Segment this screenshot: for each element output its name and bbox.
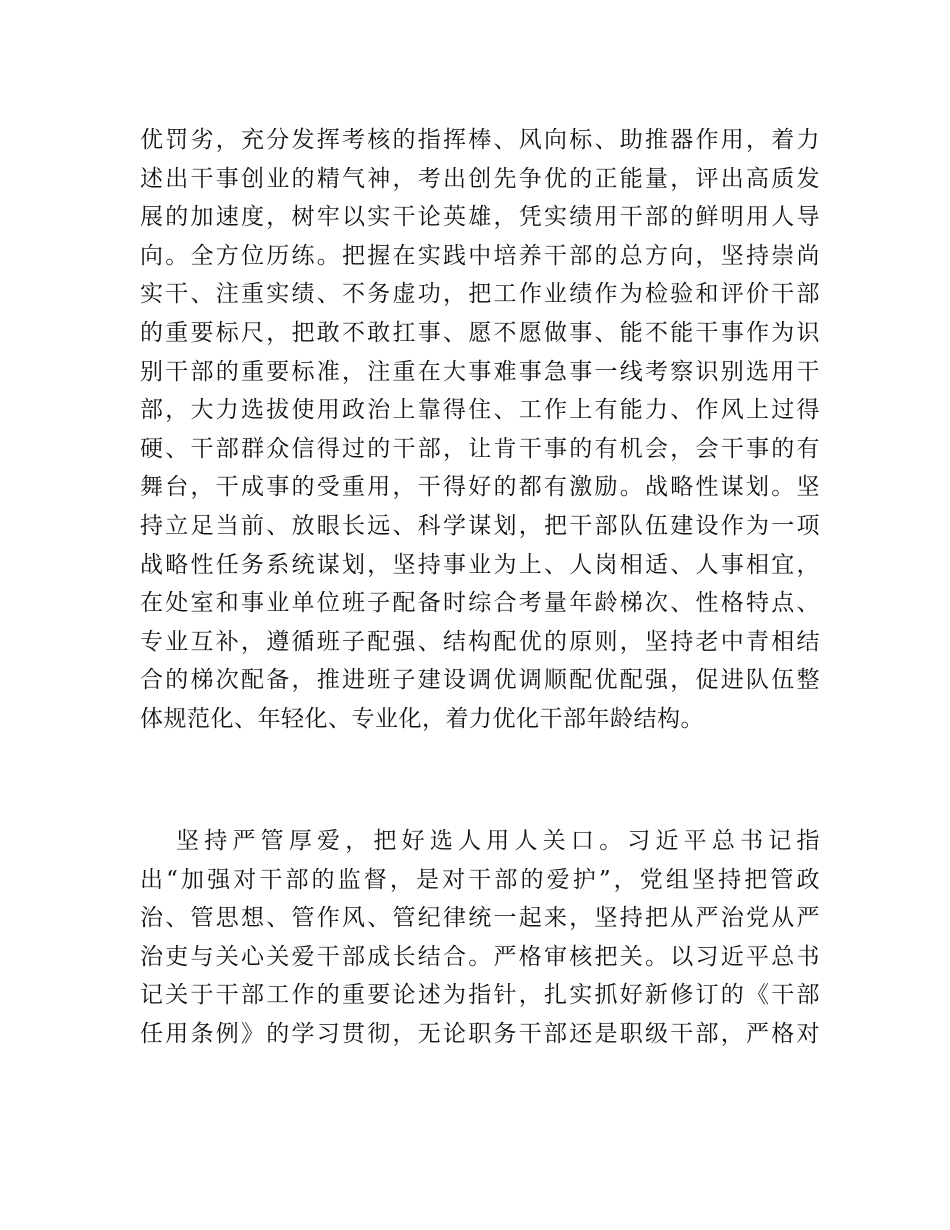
text-line: 专业互补，遵循班子配强、结构配优的原则，坚持老中青相结 [140,628,820,655]
text-line: 坚持严管厚爱，把好选人用人关口。习近平总书记指 [176,828,820,854]
text-line: 持立足当前、放眼长远、科学谋划，把干部队伍建设作为一项 [140,512,820,539]
text-line: 治、管思想、管作风、管纪律统一起来，坚持把从严治党从严 [140,905,820,932]
text-line: 优罚劣，充分发挥考核的指挥棒、风向标、助推器作用，着力 [140,127,820,153]
text-line: 述出干事创业的精气神，考出创先争优的正能量，评出高质发 [140,165,820,192]
paragraph-2 [140,822,820,1054]
text-line: 舞台，干成事的受重用，干得好的都有激励。战略性谋划。坚 [140,474,820,501]
text-line: 合的梯次配备，推进班子建设调优调顺配优配强，促进队伍整 [140,667,820,694]
text-line: 的重要标尺，把敢不敢扛事、愿不愿做事、能不能干事作为识 [140,319,820,346]
text-line: 别干部的重要标准，注重在大事难事急事一线考察识别选用干 [140,358,820,385]
text-line: 出“加强对干部的监督，是对干部的爱护”，党组坚持把管政 [140,866,820,893]
paragraph-1 [140,121,820,739]
text-line: 记关于干部工作的重要论述为指针，扎实抓好新修订的《干部 [140,982,820,1009]
text-line: 向。全方位历练。把握在实践中培养干部的总方向，坚持崇尚 [140,242,820,269]
text-line: 在处室和事业单位班子配备时综合考量年龄梯次、性格特点、 [140,590,820,617]
text-line: 部，大力选拔使用政治上靠得住、工作上有能力、作风上过得 [140,397,820,424]
text-line: 展的加速度，树牢以实干论英雄，凭实绩用干部的鲜明用人导 [140,204,820,231]
text-line: 体规范化、年轻化、专业化，着力优化干部年龄结构。 [140,705,704,732]
text-line: 实干、注重实绩、不务虚功，把工作业绩作为检验和评价干部 [140,281,820,308]
text-line: 任用条例》的学习贯彻，无论职务干部还是职级干部，严格对 [140,1020,820,1047]
text-line: 硬、干部群众信得过的干部，让肯干事的有机会，会干事的有 [140,435,820,462]
text-line: 治吏与关心关爱干部成长结合。严格审核把关。以习近平总书 [140,943,820,970]
text-line: 战略性任务系统谋划，坚持事业为上、人岗相适、人事相宜， [140,551,820,578]
